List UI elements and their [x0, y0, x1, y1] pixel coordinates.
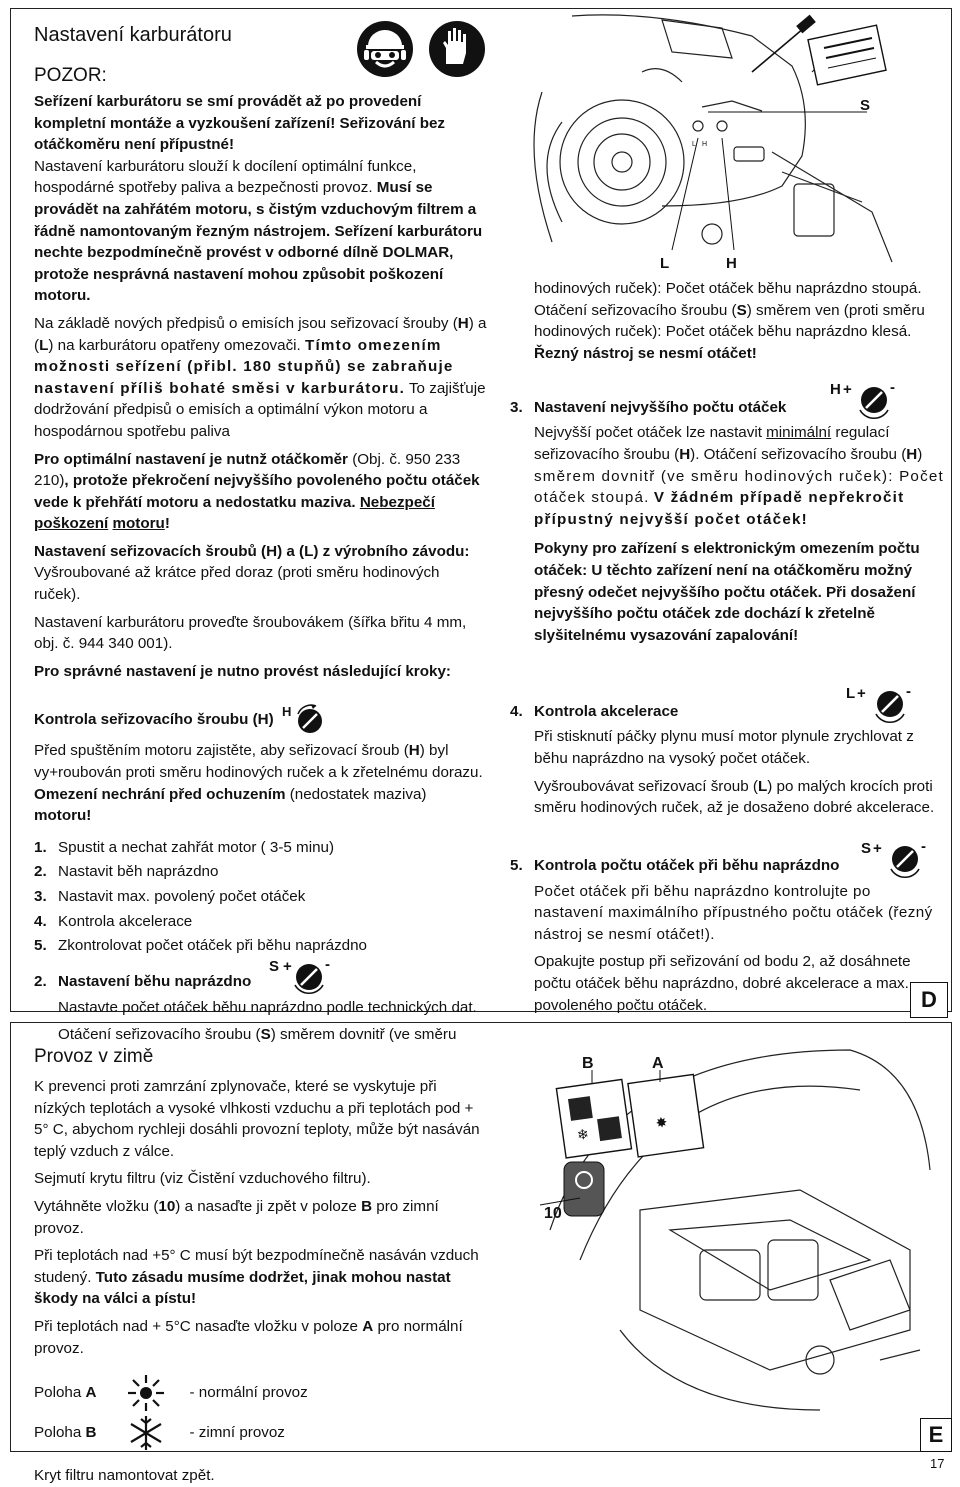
step-item: [34, 886, 488, 908]
position-b-label: Poloha: [34, 1424, 82, 1442]
step3-number: 3.: [510, 398, 523, 416]
sun-icon: [126, 1373, 166, 1413]
step-number: 3.: [34, 888, 47, 905]
step2-number: 2.: [34, 972, 47, 990]
position-a-row: [34, 1373, 488, 1413]
protective-equipment-icon: [356, 20, 414, 78]
emission-text-a: Na základě nových předpisů o emisích jsou seřizovací šrouby (: [34, 314, 458, 332]
figure-label-a: A: [652, 1055, 664, 1072]
winter-text-5b: pro normální provoz.: [34, 1317, 463, 1357]
label-l: L: [660, 255, 670, 272]
screw-l-adjust-icon: [846, 682, 918, 726]
step-number: 1.: [34, 838, 47, 856]
svg-text:+: +: [283, 957, 293, 975]
label-l-small: L: [692, 141, 696, 148]
kontrola-title: Kontrola seřizovacího šroubu (H): [34, 710, 274, 728]
svg-text:✸: ✸: [654, 1113, 669, 1132]
tacho-text-a: Pro optimální nastavení je nutnž otáčkoměr: [34, 450, 348, 468]
step5-text-1: Počet otáček při běhu naprázdno kontrolujte po nastavení maximálního přípustného počtu otáček (řezný nástroj se nesmí otáčet!).: [534, 882, 933, 943]
kontrola-h: H: [408, 742, 420, 760]
factory-setting-paragraph: [34, 541, 488, 606]
step-number: 2.: [34, 863, 47, 881]
screwdriver-paragraph: Nastavení karburátoru proveďte šroubovákem (šířka břitu 4 mm, obj. č. 944 340 001).: [34, 613, 467, 653]
screw-s-icon-letter: S: [269, 957, 280, 975]
kontrola-text-b: ) byl vy+roubován proti směru hodinových ruček a k zřetelnému dorazu.: [34, 742, 483, 782]
position-b-letter: B: [85, 1424, 97, 1442]
kontrola-text-d: (nedostatek maziva): [289, 785, 427, 803]
idle-text-c: Řezný nástroj se nesmí otáčet!: [534, 344, 757, 362]
step4-heading-row: [510, 682, 944, 722]
section-title: Nastavení karburátoru: [34, 24, 232, 46]
step3-text-1: [534, 422, 944, 530]
factory-text-a: Nastavení seřizovacích šroubů (H) a (L) z výrobního závodu:: [34, 542, 470, 560]
step3-text-1e: V žádném případě nepřekročit přípustný nejvyšší počet otáček!: [534, 489, 905, 528]
step5-heading-row: [510, 837, 944, 877]
step3-text-1b: regulací seřizovacího šroubu (: [534, 424, 890, 463]
svg-text:-: -: [325, 955, 331, 973]
intro-text-a: Nastavení karburátoru slouží k docílení optimální funkce, hospodárné spotřeby paliva a bezpečnosti provoz.: [34, 157, 417, 197]
label-h-small: H: [702, 141, 708, 148]
step5-number: 5.: [510, 857, 523, 875]
step-item: [34, 837, 488, 859]
step5-title: Kontrola počtu otáček při běhu naprázdno: [534, 857, 840, 875]
steps-list: [34, 837, 488, 957]
screw-h-adjust-letter: H: [830, 381, 842, 399]
label-s: S: [860, 97, 871, 114]
kontrola-text-a: Před spuštěním motoru zajistěte, aby seřizovací šroub (: [34, 742, 409, 760]
winter-left-column: [34, 1046, 488, 1487]
label-h: H: [726, 255, 737, 272]
winter-text-2: Sejmutí krytu filtru (viz Čistění vzduchového filtru).: [34, 1170, 371, 1188]
figure-label-10: 10: [544, 1205, 562, 1222]
emission-paragraph: [34, 313, 488, 443]
section-letter-d: D: [910, 982, 948, 1018]
emission-h: H: [457, 314, 469, 332]
winter-text-3a: Vytáhněte vložku (: [34, 1197, 159, 1215]
step2-text-2a: Otáčení seřizovacího šroubu (: [58, 1026, 261, 1044]
winter-text-3c: pro zimní provoz.: [34, 1197, 439, 1237]
step-item: [34, 911, 488, 933]
steps-intro: Pro správné nastavení je nutno provést následující kroky:: [34, 662, 451, 680]
step-number: 4.: [34, 912, 47, 930]
step3-h-2: H: [906, 445, 918, 463]
winter-text-4: [34, 1245, 488, 1310]
svg-text:+: +: [857, 685, 867, 703]
step4-text-2b: ) po malých krocích proti směru hodinových ruček, až je dosaženo dobré akcelerace.: [534, 777, 935, 817]
screw-s-icon: [269, 955, 335, 995]
winter-text-6: Kryt filtru namontovat zpět.: [34, 1467, 215, 1485]
step3-h: H: [679, 445, 691, 463]
step5-body: [534, 881, 944, 1017]
gloves-icon: [428, 20, 486, 78]
svg-text:+: +: [843, 381, 853, 399]
step4-text-2a: Vyšroubovávat seřizovací šroub (: [534, 777, 758, 795]
emission-text-d: Tímto omezením možnosti seřízení (přibl. 180 stupňů) se zabraňuje nastavení příliš bohaté směsi v karburátoru.: [34, 336, 454, 397]
position-b-desc: - zimní provoz: [189, 1424, 285, 1442]
page-number: 17: [930, 1456, 945, 1471]
intro-text-c: Seřízení karburátoru nechte bezpodmínečně provést v odborné dílně DOLMAR, protože nesprávná nastavení mohou způsobit poškození motoru.: [34, 222, 483, 305]
figure-label-b: B: [582, 1055, 594, 1072]
winter-text-1: K prevenci proti zamrzání zplynovače, které se vyskytuje při nízkých teplotách a vysoké vlhkosti vzduchu a při teplotách pod + 5° C, abychom rychleji dosáhli provozní teploty, může být nasáván teplý vzduch z válce.: [34, 1078, 480, 1160]
tacho-text-c: , protože překročení nejvyššího povoleného počtu otáček vede k přehřátí motoru a nedostatku maziva.: [34, 472, 480, 511]
winter-text-4b: Tuto zásadu musíme dodržet, jinak mohou nastat škody na válci a pístu!: [34, 1268, 451, 1308]
idle-continued: [534, 278, 944, 364]
tachometer-paragraph: [34, 449, 488, 535]
kontrola-paragraph: [34, 740, 488, 826]
winter-text-3: [34, 1196, 488, 1239]
screw-h-adjust-icon: [830, 378, 902, 422]
winter-text-4a: Při teplotách nad +5° C musí být bezpodmínečně nasáván vzduch studený.: [34, 1247, 479, 1286]
kontrola-text-c: Omezení nechrání před ochuzením: [34, 785, 286, 803]
step2-title: Nastavení běhu naprázdno: [58, 972, 252, 990]
svg-text:+: +: [873, 839, 883, 857]
position-a-desc: - normální provoz: [189, 1384, 308, 1402]
step2-text-1: Nastavte počet otáček běhu naprázdno podle technických dat.: [58, 998, 477, 1016]
step3-text-1a: Nejvyšší počet otáček lze nastavit: [534, 424, 762, 442]
warning-heading: POZOR:: [34, 65, 107, 86]
step2-s: S: [260, 1026, 271, 1044]
step4-text-1: Při stisknutí páčky plynu musí motor plynule zrychlovat z běhu naprázdno na vysoký počet otáček.: [534, 728, 914, 767]
intro-paragraph: [34, 156, 488, 307]
position-b-row: [34, 1413, 488, 1453]
carburetor-left-column: [34, 24, 488, 1046]
winter-text-5: [34, 1316, 488, 1359]
step3-text-1d: ) směrem dovnitř (ve směru hodinových ruček): Počet otáček stoupá.: [534, 445, 944, 507]
idle-text-b: ) směrem ven (proti směru hodinových ruček): Počet otáček běhu naprázdno klesá.: [534, 301, 925, 341]
winter-position-a: A: [362, 1317, 374, 1335]
step2-text-2b: ) směrem dovnitř (ve směru: [270, 1026, 457, 1044]
step3-text-1c: ). Otáčení seřizovacího šroubu (: [690, 445, 907, 463]
emission-text-e: To zajišťuje dodržování předpisů o emisích a optimální výkon motoru a hospodárnou spotřebu paliva: [34, 379, 486, 440]
step4-title: Kontrola akcelerace: [534, 702, 679, 720]
warning-text: Seřízení karburátoru se smí provádět až po provedení kompletní montáže a vyzkoušení zařízení! Seřizování bez otáčkoměru není přípustné!: [34, 93, 446, 154]
step3-minimal: minimální: [766, 424, 832, 442]
step3-body: [534, 422, 944, 646]
svg-text:-: -: [906, 683, 912, 701]
position-a-label: Poloha: [34, 1384, 82, 1402]
tacho-danger: Nebezpečí: [359, 493, 435, 511]
step2-heading-row: [34, 955, 488, 995]
winter-text-3b: ) a nasaďte ji zpět v poloze: [175, 1197, 357, 1215]
step-number: 5.: [34, 937, 47, 955]
svg-text:❄: ❄: [575, 1125, 590, 1144]
winter-position-b: B: [361, 1197, 373, 1215]
step-text: Nastavit max. povolený počet otáček: [58, 888, 306, 905]
intro-text-b: Musí se provádět na zahřátém motoru, s čistým vzduchovým filtrem a řádně namontovaným řezným nástrojem.: [34, 179, 477, 240]
step4-number: 4.: [510, 702, 523, 720]
step-item: [34, 861, 488, 883]
idle-text-a: hodinových ruček): Počet otáček běhu naprázdno stoupá. Otáčení seřizovacího šroubu (: [534, 280, 922, 319]
tacho-excl: !: [164, 515, 170, 533]
tacho-order: (Obj. č. 950 233 210): [34, 450, 461, 490]
emission-text-c: ) na karburátoru opatřeny omezovači.: [48, 336, 301, 354]
factory-text-b: Vyšroubované až krátce před doraz (proti směru hodinových ruček).: [34, 564, 440, 604]
step-item: [34, 935, 488, 957]
winter-figure: [520, 1030, 940, 1438]
emission-text-b: ) a (: [34, 314, 487, 354]
screw-s-adjust-letter: S: [861, 839, 872, 857]
step-text: Kontrola akcelerace: [58, 912, 193, 930]
step-text: Nastavit běh naprázdno: [58, 863, 219, 881]
screw-l-adjust-letter: L: [846, 685, 856, 703]
tacho-damage: poškození: [34, 515, 109, 533]
screw-h-icon: [280, 702, 330, 736]
kontrola-heading-row: [34, 702, 488, 736]
step4-body: [534, 726, 944, 818]
idle-s: S: [736, 301, 747, 319]
step3-text-2: Pokyny pro zařízení s elektronickým omezením počtu otáček: U těchto zařízení není na otáčkoměru možný přesný odečet nejvyššího počtu otáček. Při dosažení nejvyššího počtu otáček zde dochází k zřetelně slyšitelnému vysazování zapalování!: [534, 540, 920, 644]
svg-text:-: -: [890, 379, 896, 397]
snowflake-icon: [126, 1413, 166, 1453]
winter-title: Provoz v zimě: [34, 1046, 154, 1067]
screw-s-adjust-icon: [861, 837, 933, 881]
section-letter-e: E: [920, 1418, 952, 1452]
step-text: Zkontrolovat počet otáček při běhu naprázdno: [58, 937, 368, 955]
carburetor-figure: [512, 12, 932, 280]
screw-h-icon-letter: H: [281, 704, 292, 720]
winter-insert-number: 10: [158, 1197, 176, 1215]
step3-heading-row: [510, 378, 944, 418]
step4-l: L: [757, 777, 768, 795]
step3-title: Nastavení nejvyššího počtu otáček: [534, 398, 787, 416]
step-text: Spustit a nechat zahřát motor ( 3-5 minu): [58, 838, 335, 856]
svg-text:-: -: [921, 837, 927, 855]
winter-text-5a: Při teplotách nad + 5°C nasaďte vložku v poloze: [34, 1317, 358, 1335]
kontrola-text-e: motoru!: [34, 807, 92, 825]
position-a-letter: A: [85, 1384, 97, 1402]
step5-text-2: Opakujte postup při seřizování od bodu 2, až dosáhnete počtu otáček běhu naprázdno, dobré akcelerace a max. povoleného počtu otáček.: [534, 953, 911, 1014]
emission-l: L: [39, 336, 49, 354]
step4-text-2: [534, 776, 944, 819]
tacho-engine: motoru: [112, 515, 165, 533]
carburetor-right-column: [510, 278, 944, 1016]
